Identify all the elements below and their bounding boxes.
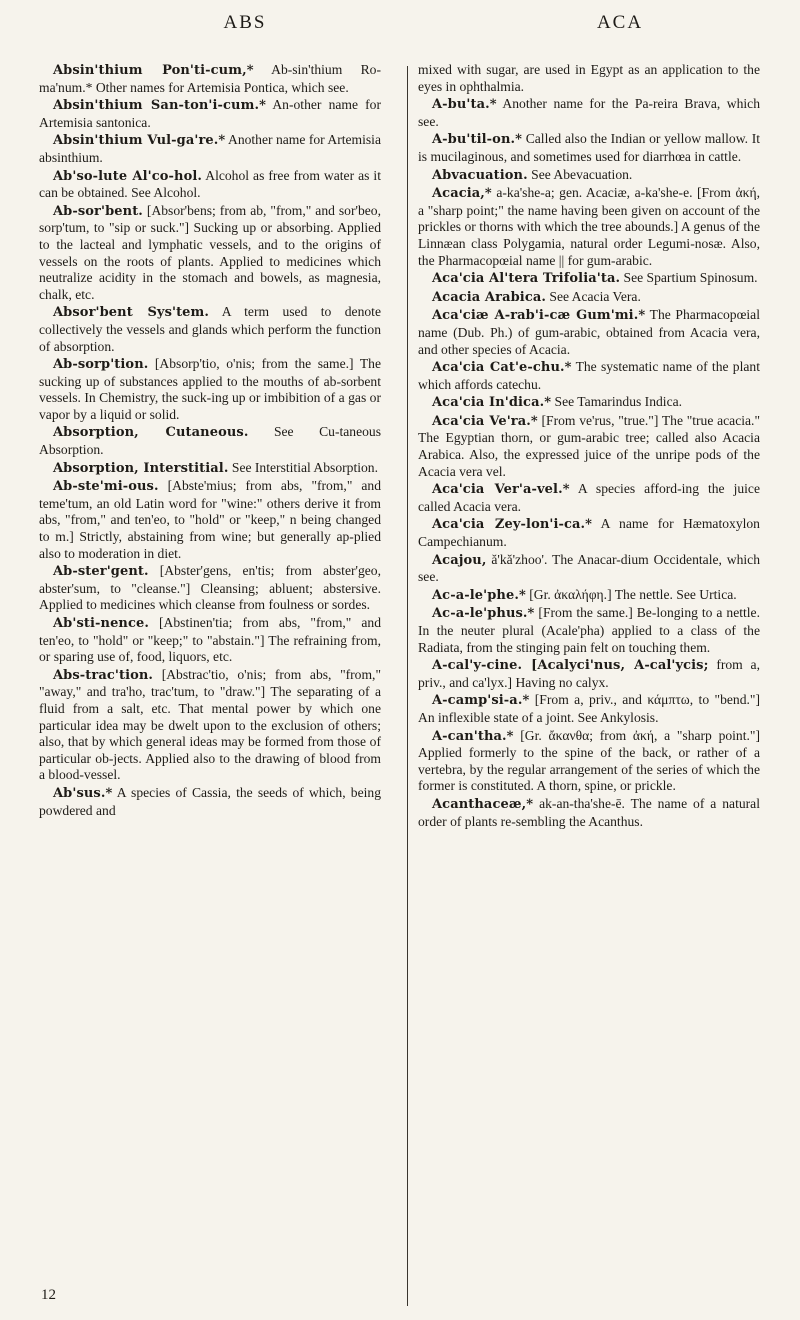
dictionary-entry: [418, 481, 760, 515]
entry-headword: Ab'so-lute Al'co-hol.: [53, 168, 203, 184]
entry-headword: Aca'cia Cat'e-chu.*: [432, 360, 572, 376]
entry-definition: [Absorp'tio, o'nis; from the same.] The sucking up of substances applied to the mouths of ab-sorbent vessels. In Chemistry, the suck-ing up or imbibition of a gas or vapor by a liquid or solid.: [39, 356, 381, 422]
dictionary-entry: [418, 413, 760, 480]
entry-definition: ak-an-tha'she-ē. The name of a natural order of plants re-sembling the Acanthus.: [418, 795, 760, 829]
entry-headword: Acacia,*: [432, 186, 492, 202]
dictionary-entry: [39, 667, 381, 784]
dictionary-entry: [39, 304, 381, 355]
entry-headword: A-can'tha.*: [432, 728, 514, 744]
entry-definition: [Absor'bens; from ab, "from," and sor'beo, sorp'tum, to "sip or suck."] Sucking up or absorbing. Applied to the lacteal and lymphatic vessels, and to the origins of vessels on the roots of plants. Applied to medicines which neutralize acidity in the stomach and bowels, as magnesia, chalk, etc.: [39, 202, 381, 302]
entry-definition: See Tamarindus Indica.: [551, 394, 683, 410]
dictionary-entry: [39, 97, 381, 131]
entry-definition: Another name for Artemisia absinthium.: [39, 132, 381, 165]
entry-definition: [From ve'rus, "true."] The "true acacia." The Egyptian thorn, or gum-arabic tree; called also Acacia Arabica. Also, the expressed juice of the unripe pods of the Acacia vera vel.: [418, 412, 760, 479]
entry-definition: A name for Hæmatoxylon Campechianum.: [418, 516, 760, 550]
dictionary-entry: [418, 605, 760, 656]
entry-headword: Ac-a-le'phe.*: [432, 587, 526, 603]
entry-headword: Absin'thium San-ton'i-cum.*: [53, 98, 266, 114]
entry-definition: A term used to denote collectively the vessels and glands which perform the function of absorption.: [39, 304, 381, 354]
dictionary-entry: [418, 394, 760, 412]
entry-headword: Absorption, Interstitial.: [53, 460, 229, 476]
entry-definition: [From the same.] Be-longing to a nettle. In the neuter plural (Acale'pha) applied to a class of the Radiata, from the stinging pain felt on touching them.: [418, 605, 760, 655]
header-left-guideword: ABS: [223, 12, 267, 33]
dictionary-entry: [39, 62, 381, 96]
dictionary-entry: [418, 516, 760, 550]
dictionary-entry: [418, 307, 760, 358]
dictionary-entry: [418, 62, 760, 95]
dictionary-entry: [418, 359, 760, 393]
entry-headword: Ab-sor'bent.: [53, 203, 143, 219]
entry-headword: Aca'cia Ver'a-vel.*: [432, 482, 570, 498]
dictionary-entry: [418, 796, 760, 830]
right-column: [418, 62, 760, 831]
entry-definition: [Gr. ἄκανθα; from ἀκή, a "sharp point."] Applied formerly to the spine of the back, or rather of a vertebra, by the regular arrangement of the series of which the former is constituted. A thorn, spine, or prickle.: [418, 727, 760, 794]
dictionary-entry: [39, 785, 381, 819]
entry-definition: Called also the Indian or yellow mallow. It is mucilaginous, and sometimes used for diarrhœa in cattle.: [418, 131, 760, 164]
entry-definition: A species afford-ing the juice called Acacia vera.: [418, 481, 760, 514]
header-right-guideword: ACA: [596, 12, 644, 33]
entry-definition: Another name for the Pa-reira Brava, which see.: [418, 96, 760, 129]
entry-headword: Absin'thium Pon'ti-cum,*: [53, 63, 254, 78]
entry-definition: [Abstrac'tio, o'nis; from abs, "from," "away," and tra'ho, trac'tum, to "draw."] The separating of a fluid from a salt, etc. That mental power by which one particular idea may be dwelt upon to the exclusion of others; also, that by which general ideas may be formed from those of particular ob-jects. Applied also to the drawing of blood from a blood-vessel.: [39, 666, 381, 783]
entry-definition: [Abste'mius; from abs, "from," and teme'tum, an old Latin word for "wine:" others derive it from abs, "from," and ten'eo, to "hold" or "keep," n being changed to m.] Strictly, abstaining from wine; but generally ap-plied also to moderation in diet.: [39, 478, 381, 561]
entry-headword: Acajou,: [432, 552, 487, 568]
page-number: 12: [41, 1287, 56, 1303]
entry-definition: A species of Cassia, the seeds of which, being powdered and: [39, 784, 381, 818]
dictionary-entry: [418, 131, 760, 165]
left-column: [39, 62, 381, 820]
dictionary-entry: [418, 552, 760, 586]
entry-headword: Acanthaceæ,*: [432, 796, 534, 812]
entry-definition: See Spartium Spinosum.: [620, 270, 758, 286]
entry-headword: Absin'thium Vul-ga're.*: [53, 133, 226, 149]
entry-definition: [From a, priv., and κάμπτω, to "bend."] An inflexible state of a joint. See Ankylosis.: [418, 692, 760, 725]
entry-headword: Ab-ster'gent.: [53, 564, 149, 580]
entry-definition: An-other name for Artemisia santonica.: [39, 97, 381, 130]
entry-headword: Ab'sti-nence.: [53, 616, 150, 631]
dictionary-entry: [39, 168, 381, 202]
entry-headword: Absorption, Cutaneous.: [53, 425, 249, 441]
dictionary-entry: [418, 587, 760, 605]
entry-definition: a-ka'she-a; gen. Acaciæ, a-ka'she-e. [From ἀκή, a "sharp point;" the name having been given on account of the prickles or thorns with which the tree abounds.] A genus of the Linnæan class Polygamia, natural order Legumi-nosæ. Also, the Pharmacopœial name || for gum-arabic.: [418, 185, 760, 268]
dictionary-entry: [39, 460, 381, 478]
dictionary-entry: [39, 424, 381, 458]
entry-definition: from a, priv., and ca'lyx.] Having no calyx.: [418, 657, 760, 690]
entry-definition: Ab-sin'thium Ro-ma'num.* Other names for Artemisia Pontica, which see.: [39, 62, 381, 95]
dictionary-entry: [39, 132, 381, 166]
dictionary-entry: [39, 203, 381, 304]
dictionary-entry: [39, 478, 381, 562]
entry-headword: Ab-sorp'tion.: [53, 357, 149, 373]
entry-headword: A-bu'til-on.*: [432, 132, 523, 148]
dictionary-entry: [418, 289, 760, 307]
entry-headword: Ab'sus.*: [53, 785, 113, 801]
dictionary-entry: [39, 615, 381, 666]
entry-headword: A-bu'ta.*: [432, 97, 497, 113]
dictionary-entry: [39, 563, 381, 614]
dictionary-entry: [418, 185, 760, 269]
entry-headword: Ac-a-le'phus.*: [432, 606, 535, 622]
dictionary-entry: [418, 692, 760, 726]
entry-headword: A-cal'y-cine. [Acalyci'nus, A-cal'ycis;: [432, 658, 709, 674]
entry-definition: ă'kă'zhoo'. The Anacar-dium Occidentale, which see.: [418, 551, 760, 585]
dictionary-entry: [39, 356, 381, 423]
dictionary-entry: [418, 657, 760, 691]
entry-definition: See Interstitial Absorption.: [228, 459, 378, 475]
dictionary-entry: [418, 270, 760, 288]
entry-headword: Aca'cia Zey-lon'i-ca.*: [432, 517, 593, 533]
entry-definition: mixed with sugar, are used in Egypt as an application to the eyes in ophthalmia.: [418, 62, 760, 94]
entry-definition: The systematic name of the plant which affords catechu.: [418, 359, 760, 392]
column-rule: [407, 66, 408, 1306]
entry-headword: Aca'cia Al'tera Trifolia'ta.: [432, 271, 621, 287]
entry-headword: Aca'ciæ A-rab'i-cæ Gum'mi.*: [432, 308, 646, 324]
entry-headword: Absor'bent Sys'tem.: [53, 305, 210, 321]
entry-headword: Abs-trac'tion.: [53, 667, 154, 683]
dictionary-entry: [418, 728, 760, 795]
entry-definition: The Pharmacopœial name (Dub. Ph.) of gum-arabic, obtained from Acacia vera, and other species of Acacia.: [418, 307, 760, 357]
entry-headword: Aca'cia Ve'ra.*: [432, 413, 538, 429]
entry-headword: Aca'cia In'dica.*: [432, 395, 552, 411]
running-head: [0, 12, 800, 42]
entry-definition: See Abevacuation.: [527, 166, 633, 182]
entry-definition: Alcohol as free from water as it can be obtained. See Alcohol.: [39, 167, 381, 201]
entry-definition: See Cu-taneous Absorption.: [39, 424, 382, 458]
dictionary-entry: [418, 167, 760, 185]
entry-headword: Acacia Arabica.: [432, 289, 546, 305]
entry-headword: A-camp'si-a.*: [432, 693, 530, 709]
entry-definition: See Acacia Vera.: [545, 288, 641, 304]
entry-definition: [Gr. ἀκαλήφη.] The nettle. See Urtica.: [525, 586, 737, 602]
entry-headword: Abvacuation.: [432, 167, 528, 183]
dictionary-entry: [418, 96, 760, 130]
entry-definition: [Abstinen'tia; from abs, "from," and ten'eo, to "hold" or "keep;" to "abstain."] The refraining from, or sparing use of, food, liquors, etc.: [39, 615, 381, 665]
entry-definition: [Abster'gens, en'tis; from abster'geo, abster'sum, to "cleanse."] Cleansing; abluent; abstersive. Applied to medicines which cleanse from foulness or sordes.: [39, 563, 381, 613]
entry-headword: Ab-ste'mi-ous.: [53, 479, 159, 495]
